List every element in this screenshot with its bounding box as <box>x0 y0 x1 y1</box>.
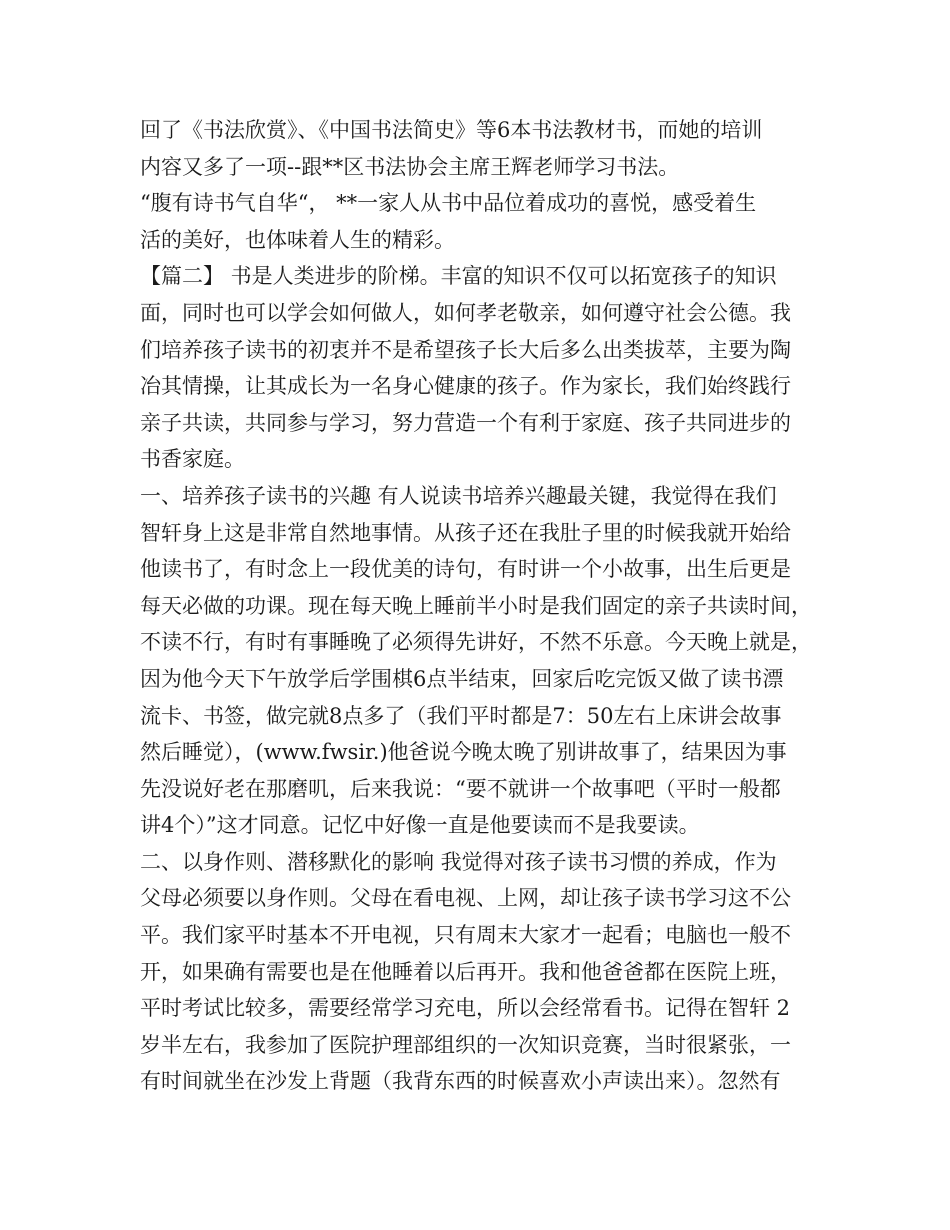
text-line: 活的美好，也体味着人生的精彩。 <box>140 227 455 252</box>
text-line: 有时间就坐在沙发上背题（我背东西的时候喜欢小声读出来）。忽然有 <box>140 1069 781 1094</box>
text-line: 二、以身作则、潜移默化的影响 我觉得对孩子读书习惯的养成，作为 <box>140 849 777 874</box>
text-line: 们培养孩子读书的初衷并不是希望孩子长大后多么出类拔萃，主要为陶 <box>140 337 791 362</box>
text-line: 平。我们家平时基本不开电视，只有周末大家才一起看；电脑也一般不 <box>140 923 791 948</box>
text-line: 他读书了，有时念上一段优美的诗句，有时讲一个小故事，出生后更是 <box>140 557 791 582</box>
text-line: 智轩身上这是非常自然地事情。从孩子还在我肚子里的时候我就开始给 <box>140 520 791 545</box>
text-line: 因为他今天下午放学后学围棋6点半结束，回家后吃完饭又做了读书漂 <box>140 666 784 691</box>
text-line: 岁半左右，我参加了医院护理部组织的一次知识竞赛，当时很紧张，一 <box>140 1032 791 1057</box>
text-line: 先没说好老在那磨叽，后来我说：“要不就讲一个故事吧（平时一般都 <box>140 776 781 801</box>
text-line: “腹有诗书气自华“， **一家人从书中品位着成功的喜悦，感受着生 <box>140 191 757 216</box>
text-line: 内容又多了一项--跟**区书法协会主席王辉老师学习书法。 <box>140 154 680 179</box>
text-line: 书香家庭。 <box>140 447 245 472</box>
text-line: 亲子共读，共同参与学习，努力营造一个有利于家庭、孩子共同进步的 <box>140 410 791 435</box>
text-line: 冶其情操，让其成长为一名身心健康的孩子。作为家长，我们始终践行 <box>140 374 791 399</box>
text-line: 每天必做的功课。现在每天晚上睡前半小时是我们固定的亲子共读时间， <box>140 593 812 618</box>
text-line: 【篇二】 书是人类进步的阶梯。丰富的知识不仅可以拓宽孩子的知识 <box>140 264 777 289</box>
text-line: 开，如果确有需要也是在他睡着以后再开。我和他爸爸都在医院上班， <box>140 959 791 984</box>
text-line: 讲4个）”这才同意。记忆中好像一直是他要读而不是我要读。 <box>140 813 700 838</box>
body-text <box>140 112 830 1100</box>
text-line: 流卡、书签，做完就8点多了（我们平时都是7：50左右上床讲会故事 <box>140 703 782 728</box>
text-line: 面，同时也可以学会如何做人，如何孝老敬亲，如何遵守社会公德。我 <box>140 300 791 325</box>
text-line: 一、培养孩子读书的兴趣 有人说读书培养兴趣最关键，我觉得在我们 <box>140 483 777 508</box>
text-line: 不读不行，有时有事睡晚了必须得先讲好，不然不乐意。今天晚上就是， <box>140 630 812 655</box>
text-line: 父母必须要以身作则。父母在看电视、上网，却让孩子读书学习这不公 <box>140 886 791 911</box>
text-line: 回了《书法欣赏》、《中国书法简史》等6本书法教材书，而她的培训 <box>140 118 763 142</box>
text-line: 平时考试比较多，需要经常学习充电，所以会经常看书。记得在智轩 2 <box>140 996 791 1021</box>
text-line: 然后睡觉），(www.fwsir.)他爸说今晚太晚了别讲故事了，结果因为事 <box>140 740 787 765</box>
